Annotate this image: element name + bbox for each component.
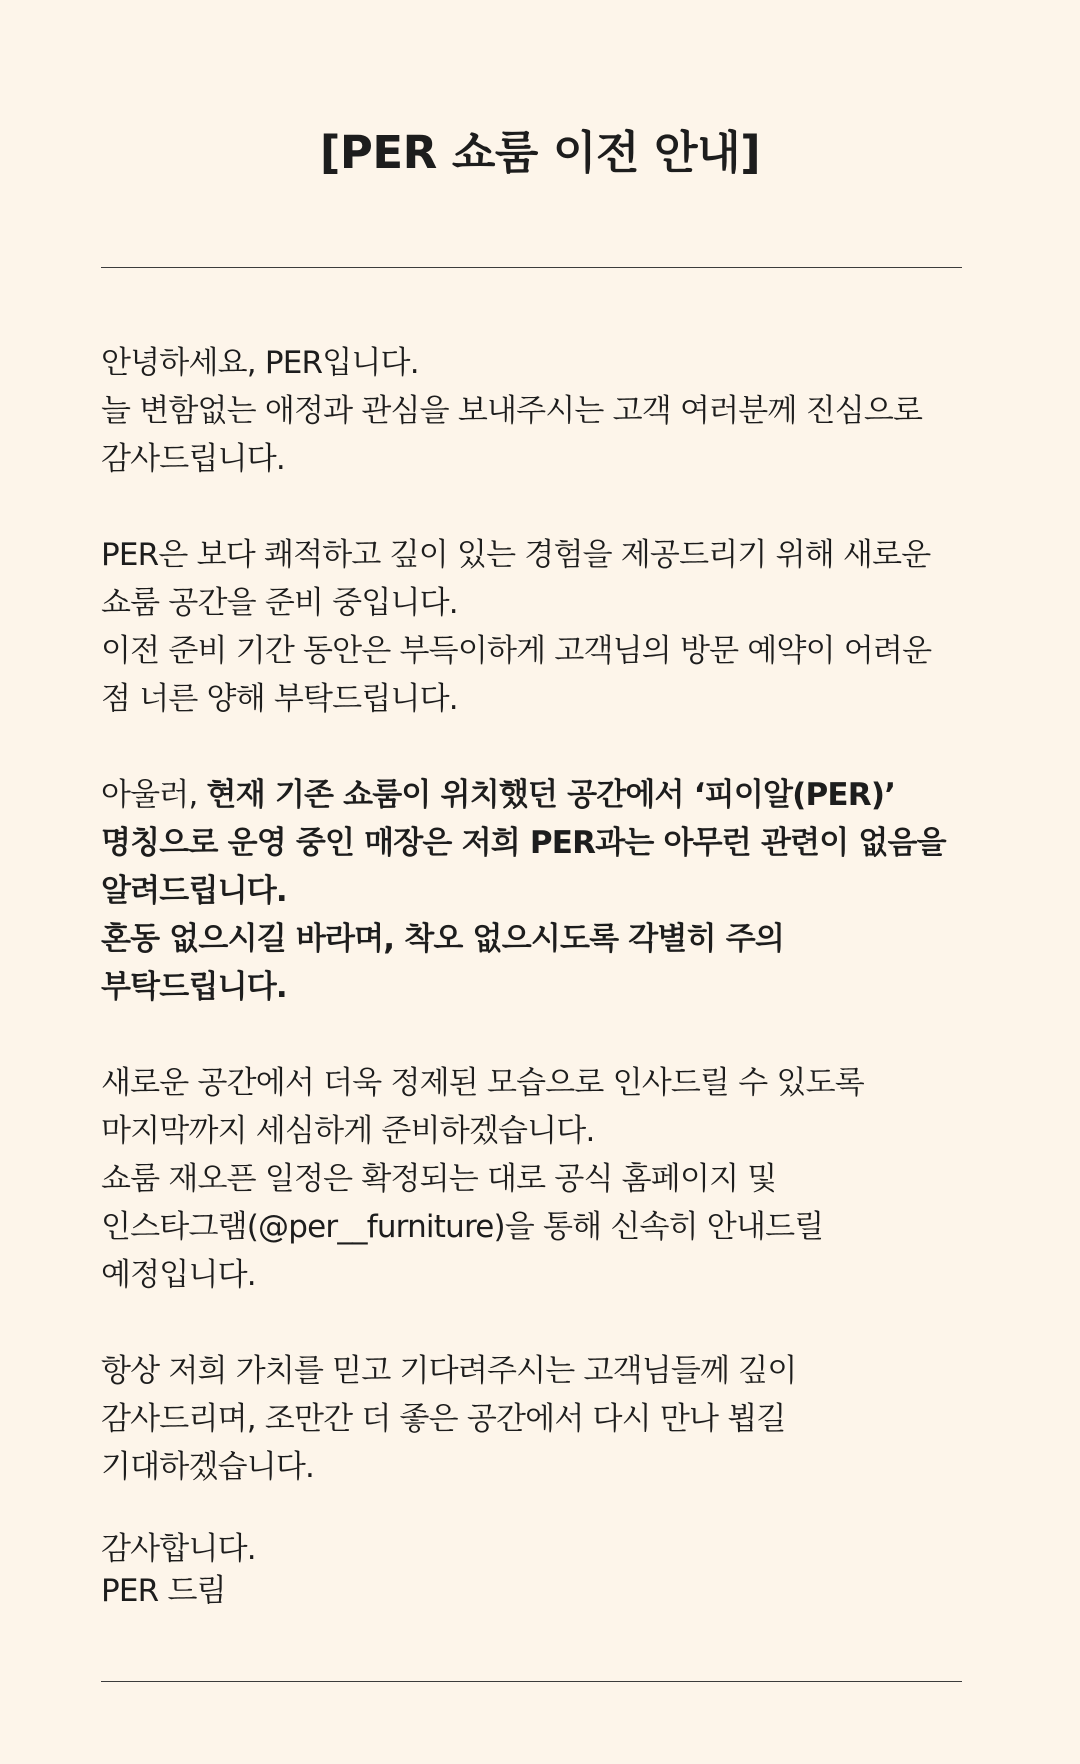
reopening-line: 마지막까지 세심하게 준비하겠습니다. (101, 1113, 595, 1149)
notice-lead: 아울러, (101, 777, 207, 813)
preparation-line: 점 너른 양해 부탁드립니다. (101, 681, 458, 717)
page-title: [PER 쇼룸 이전 안내] (319, 126, 761, 179)
preparation-line: 쇼룸 공간을 준비 중입니다. (101, 585, 458, 621)
preparation-line: PER은 보다 쾌적하고 깊이 있는 경험을 제공드리기 위해 새로운 (101, 537, 931, 573)
notice-bold-line: 혼동 없으시길 바라며, 착오 없으시도록 각별히 주의 (101, 921, 784, 957)
notice-paragraph (101, 771, 981, 1011)
notice-line (101, 771, 981, 819)
greeting-line: 안녕하세요, PER입니다. (101, 345, 419, 381)
bottom-divider (101, 1681, 962, 1682)
closing-line: 감사합니다. (101, 1531, 256, 1567)
reopening-line: 인스타그램(@per__furniture)을 통해 신속히 안내드릴 (101, 1209, 824, 1245)
greeting-line: 늘 변함없는 애정과 관심을 보내주시는 고객 여러분께 진심으로 (101, 393, 923, 429)
thanks-line: 항상 저희 가치를 믿고 기다려주시는 고객님들께 깊이 (101, 1353, 797, 1389)
thanks-line: 감사드리며, 조만간 더 좋은 공간에서 다시 만나 뵙길 (101, 1401, 786, 1437)
thanks-line: 기대하겠습니다. (101, 1449, 315, 1485)
closing-signature (101, 1528, 981, 1612)
preparation-line: 이전 준비 기간 동안은 부득이하게 고객님의 방문 예약이 어려운 (101, 633, 932, 669)
greeting-paragraph (101, 339, 981, 483)
signature-line: PER 드림 (101, 1573, 226, 1609)
reopening-line: 예정입니다. (101, 1257, 256, 1293)
greeting-line: 감사드립니다. (101, 441, 285, 477)
notice-bold-line: 알려드립니다. (101, 873, 287, 909)
preparation-paragraph (101, 531, 981, 723)
notice-bold-text: 현재 기존 쇼룸이 위치했던 공간에서 ‘피이알(PER)’ (206, 777, 896, 813)
thanks-paragraph (101, 1347, 981, 1491)
notice-bold-line: 명칭으로 운영 중인 매장은 저희 PER과는 아무런 관련이 없음을 (101, 825, 946, 861)
reopening-paragraph (101, 1059, 981, 1299)
reopening-line: 새로운 공간에서 더욱 정제된 모습으로 인사드릴 수 있도록 (101, 1065, 864, 1101)
top-divider (101, 267, 962, 268)
notice-bold-line: 부탁드립니다. (101, 969, 287, 1005)
reopening-line: 쇼룸 재오픈 일정은 확정되는 대로 공식 홈페이지 및 (101, 1161, 777, 1197)
